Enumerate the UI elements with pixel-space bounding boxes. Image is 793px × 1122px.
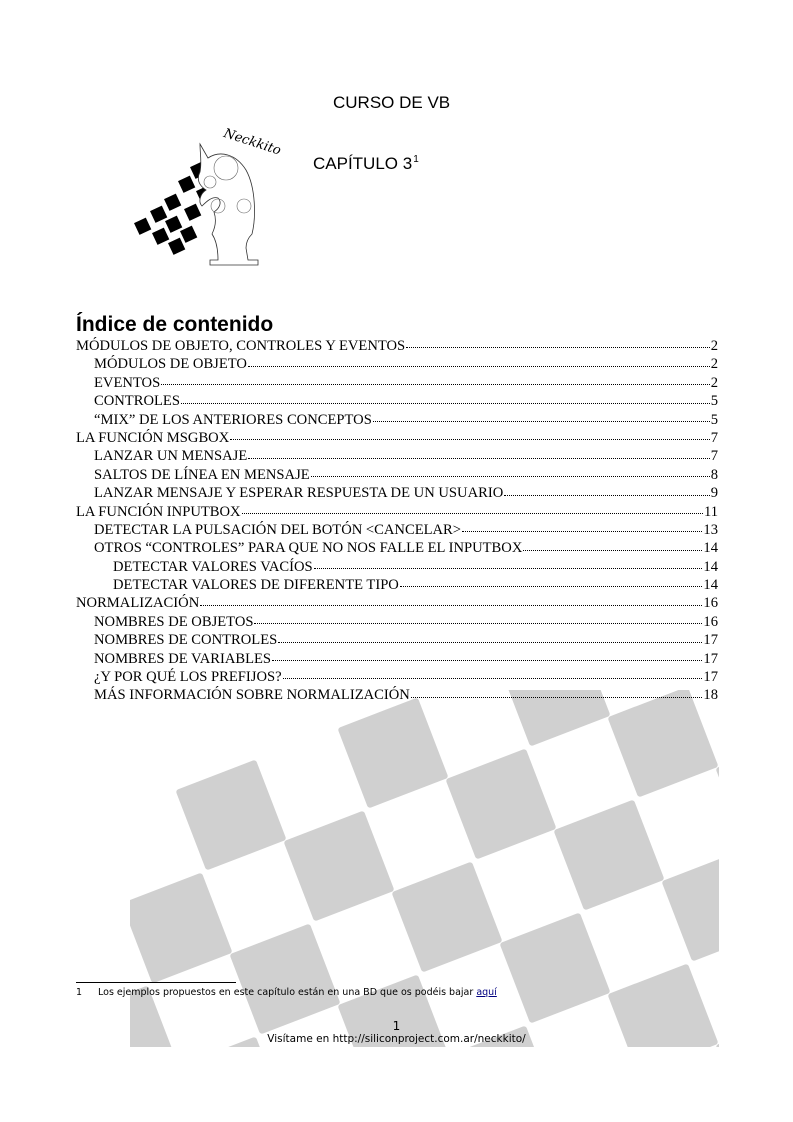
- toc-dot-leader: [400, 585, 703, 587]
- toc-dot-leader: [272, 659, 702, 661]
- toc-dot-leader: [181, 402, 710, 404]
- toc-entry[interactable]: [76, 447, 718, 465]
- toc-entry-label: NOMBRES DE CONTROLES: [94, 632, 278, 649]
- toc-entry[interactable]: [76, 668, 718, 686]
- toc-entry-page: 17: [703, 650, 718, 667]
- toc-entry-page: 9: [710, 485, 718, 502]
- toc-entry-page: 5: [710, 393, 718, 410]
- toc-entry[interactable]: [76, 686, 718, 704]
- toc-entry-label: OTROS “CONTROLES” PARA QUE NO NOS FALLE EL INPUTBOX: [94, 540, 523, 557]
- toc-entry[interactable]: [76, 337, 718, 355]
- toc-entry[interactable]: [76, 392, 718, 410]
- toc-dot-leader: [248, 457, 709, 459]
- toc-dot-leader: [311, 475, 710, 477]
- toc-entry-page: 17: [703, 669, 718, 686]
- chapter-title-text: CAPÍTULO 3: [313, 154, 413, 173]
- toc-dot-leader: [314, 567, 703, 569]
- toc-entry-page: 18: [703, 687, 718, 704]
- toc-entry-label: SALTOS DE LÍNEA EN MENSAJE: [94, 466, 310, 483]
- toc-entry-label: LANZAR UN MENSAJE: [94, 448, 248, 465]
- toc-dot-leader: [504, 494, 709, 496]
- toc-entry-label: LANZAR MENSAJE Y ESPERAR RESPUESTA DE UN USUARIO: [94, 485, 504, 502]
- toc-entry-label: DETECTAR LA PULSACIÓN DEL BOTÓN <CANCELAR>: [94, 521, 462, 538]
- toc-entry-label: LA FUNCIÓN MSGBOX: [76, 429, 230, 446]
- toc-dot-leader: [254, 622, 702, 624]
- toc-entry-label: NORMALIZACIÓN: [76, 595, 200, 612]
- toc-dot-leader: [406, 346, 710, 348]
- svg-text:Neckkito: Neckkito: [221, 125, 283, 159]
- site-footer: Visítame en http://siliconproject.com.ar/neckkito/: [267, 1033, 526, 1045]
- course-title: CURSO DE VB: [333, 93, 451, 112]
- toc-dot-leader: [200, 604, 702, 606]
- toc-entry-page: 14: [703, 577, 718, 594]
- toc-entry[interactable]: [76, 429, 718, 447]
- toc-entry-label: “MIX” DE LOS ANTERIORES CONCEPTOS: [94, 411, 372, 428]
- neckkito-knight-logo-icon: [130, 122, 290, 272]
- toc-entry-page: 11: [703, 503, 718, 520]
- toc-entry-label: NOMBRES DE OBJETOS: [94, 613, 254, 630]
- toc-entry-label: ¿Y POR QUÉ LOS PREFIJOS?: [94, 669, 282, 686]
- footnote-ref[interactable]: 1: [413, 154, 419, 165]
- toc-dot-leader: [462, 530, 702, 532]
- toc-entry-page: 7: [710, 448, 718, 465]
- footnote: [76, 987, 497, 998]
- toc-entry-label: NOMBRES DE VARIABLES: [94, 650, 272, 667]
- toc-dot-leader: [373, 420, 710, 422]
- page-number: 1: [392, 1019, 401, 1033]
- toc-dot-leader: [248, 365, 710, 367]
- footnote-number: 1: [76, 987, 83, 998]
- toc-entry[interactable]: [76, 650, 718, 668]
- toc-dot-leader: [230, 438, 709, 440]
- toc-entry-page: 5: [710, 411, 718, 428]
- toc-dot-leader: [283, 677, 703, 679]
- toc-entry-label: MÓDULOS DE OBJETO: [94, 356, 247, 373]
- toc-entry-page: 7: [710, 429, 718, 446]
- toc-dot-leader: [161, 383, 709, 385]
- toc-entry-page: 2: [710, 356, 718, 373]
- toc-dot-leader: [523, 549, 702, 551]
- toc-entry-page: 14: [703, 540, 718, 557]
- toc-entry[interactable]: [76, 503, 718, 521]
- toc-entry-page: 2: [710, 338, 718, 354]
- toc-entry[interactable]: [76, 558, 718, 576]
- toc-entry-label: LA FUNCIÓN INPUTBOX: [76, 503, 241, 520]
- toc-entry[interactable]: [76, 411, 718, 429]
- toc-entry-page: 14: [703, 558, 718, 575]
- toc-entry[interactable]: [76, 594, 718, 612]
- toc-entry[interactable]: [76, 484, 718, 502]
- toc-entry-label: CONTROLES: [94, 393, 180, 410]
- toc-entry[interactable]: [76, 613, 718, 631]
- chapter-title: [313, 154, 419, 174]
- footnote-text: Los ejemplos propuestos en este capítulo están en una BD que os podéis bajar: [98, 987, 477, 998]
- toc-entry-label: DETECTAR VALORES DE DIFERENTE TIPO: [113, 577, 399, 594]
- toc-dot-leader: [242, 512, 703, 514]
- toc-entry-page: 8: [710, 466, 718, 483]
- toc-heading: Índice de contenido: [76, 313, 274, 336]
- toc-entry[interactable]: [76, 576, 718, 594]
- toc-entry-label: MÁS INFORMACIÓN SOBRE NORMALIZACIÓN: [94, 687, 410, 704]
- toc-entry-label: MÓDULOS DE OBJETO, CONTROLES Y EVENTOS: [76, 338, 406, 354]
- toc-dot-leader: [278, 641, 702, 643]
- table-of-contents: [76, 337, 718, 705]
- footnote-divider: [76, 982, 236, 983]
- toc-dot-leader: [411, 696, 703, 698]
- toc-entry[interactable]: [76, 374, 718, 392]
- toc-entry[interactable]: [76, 539, 718, 557]
- toc-entry-page: 2: [710, 374, 718, 391]
- toc-entry-page: 13: [703, 521, 718, 538]
- toc-entry[interactable]: [76, 466, 718, 484]
- toc-entry-page: 17: [703, 632, 718, 649]
- toc-entry[interactable]: [76, 355, 718, 373]
- toc-entry-page: 16: [703, 613, 718, 630]
- toc-entry-page: 16: [703, 595, 718, 612]
- toc-entry[interactable]: [76, 631, 718, 649]
- toc-entry-label: DETECTAR VALORES VACÍOS: [113, 558, 313, 575]
- toc-entry-label: EVENTOS: [94, 374, 161, 391]
- toc-entry[interactable]: [76, 521, 718, 539]
- footnote-download-link[interactable]: aquí: [476, 987, 497, 998]
